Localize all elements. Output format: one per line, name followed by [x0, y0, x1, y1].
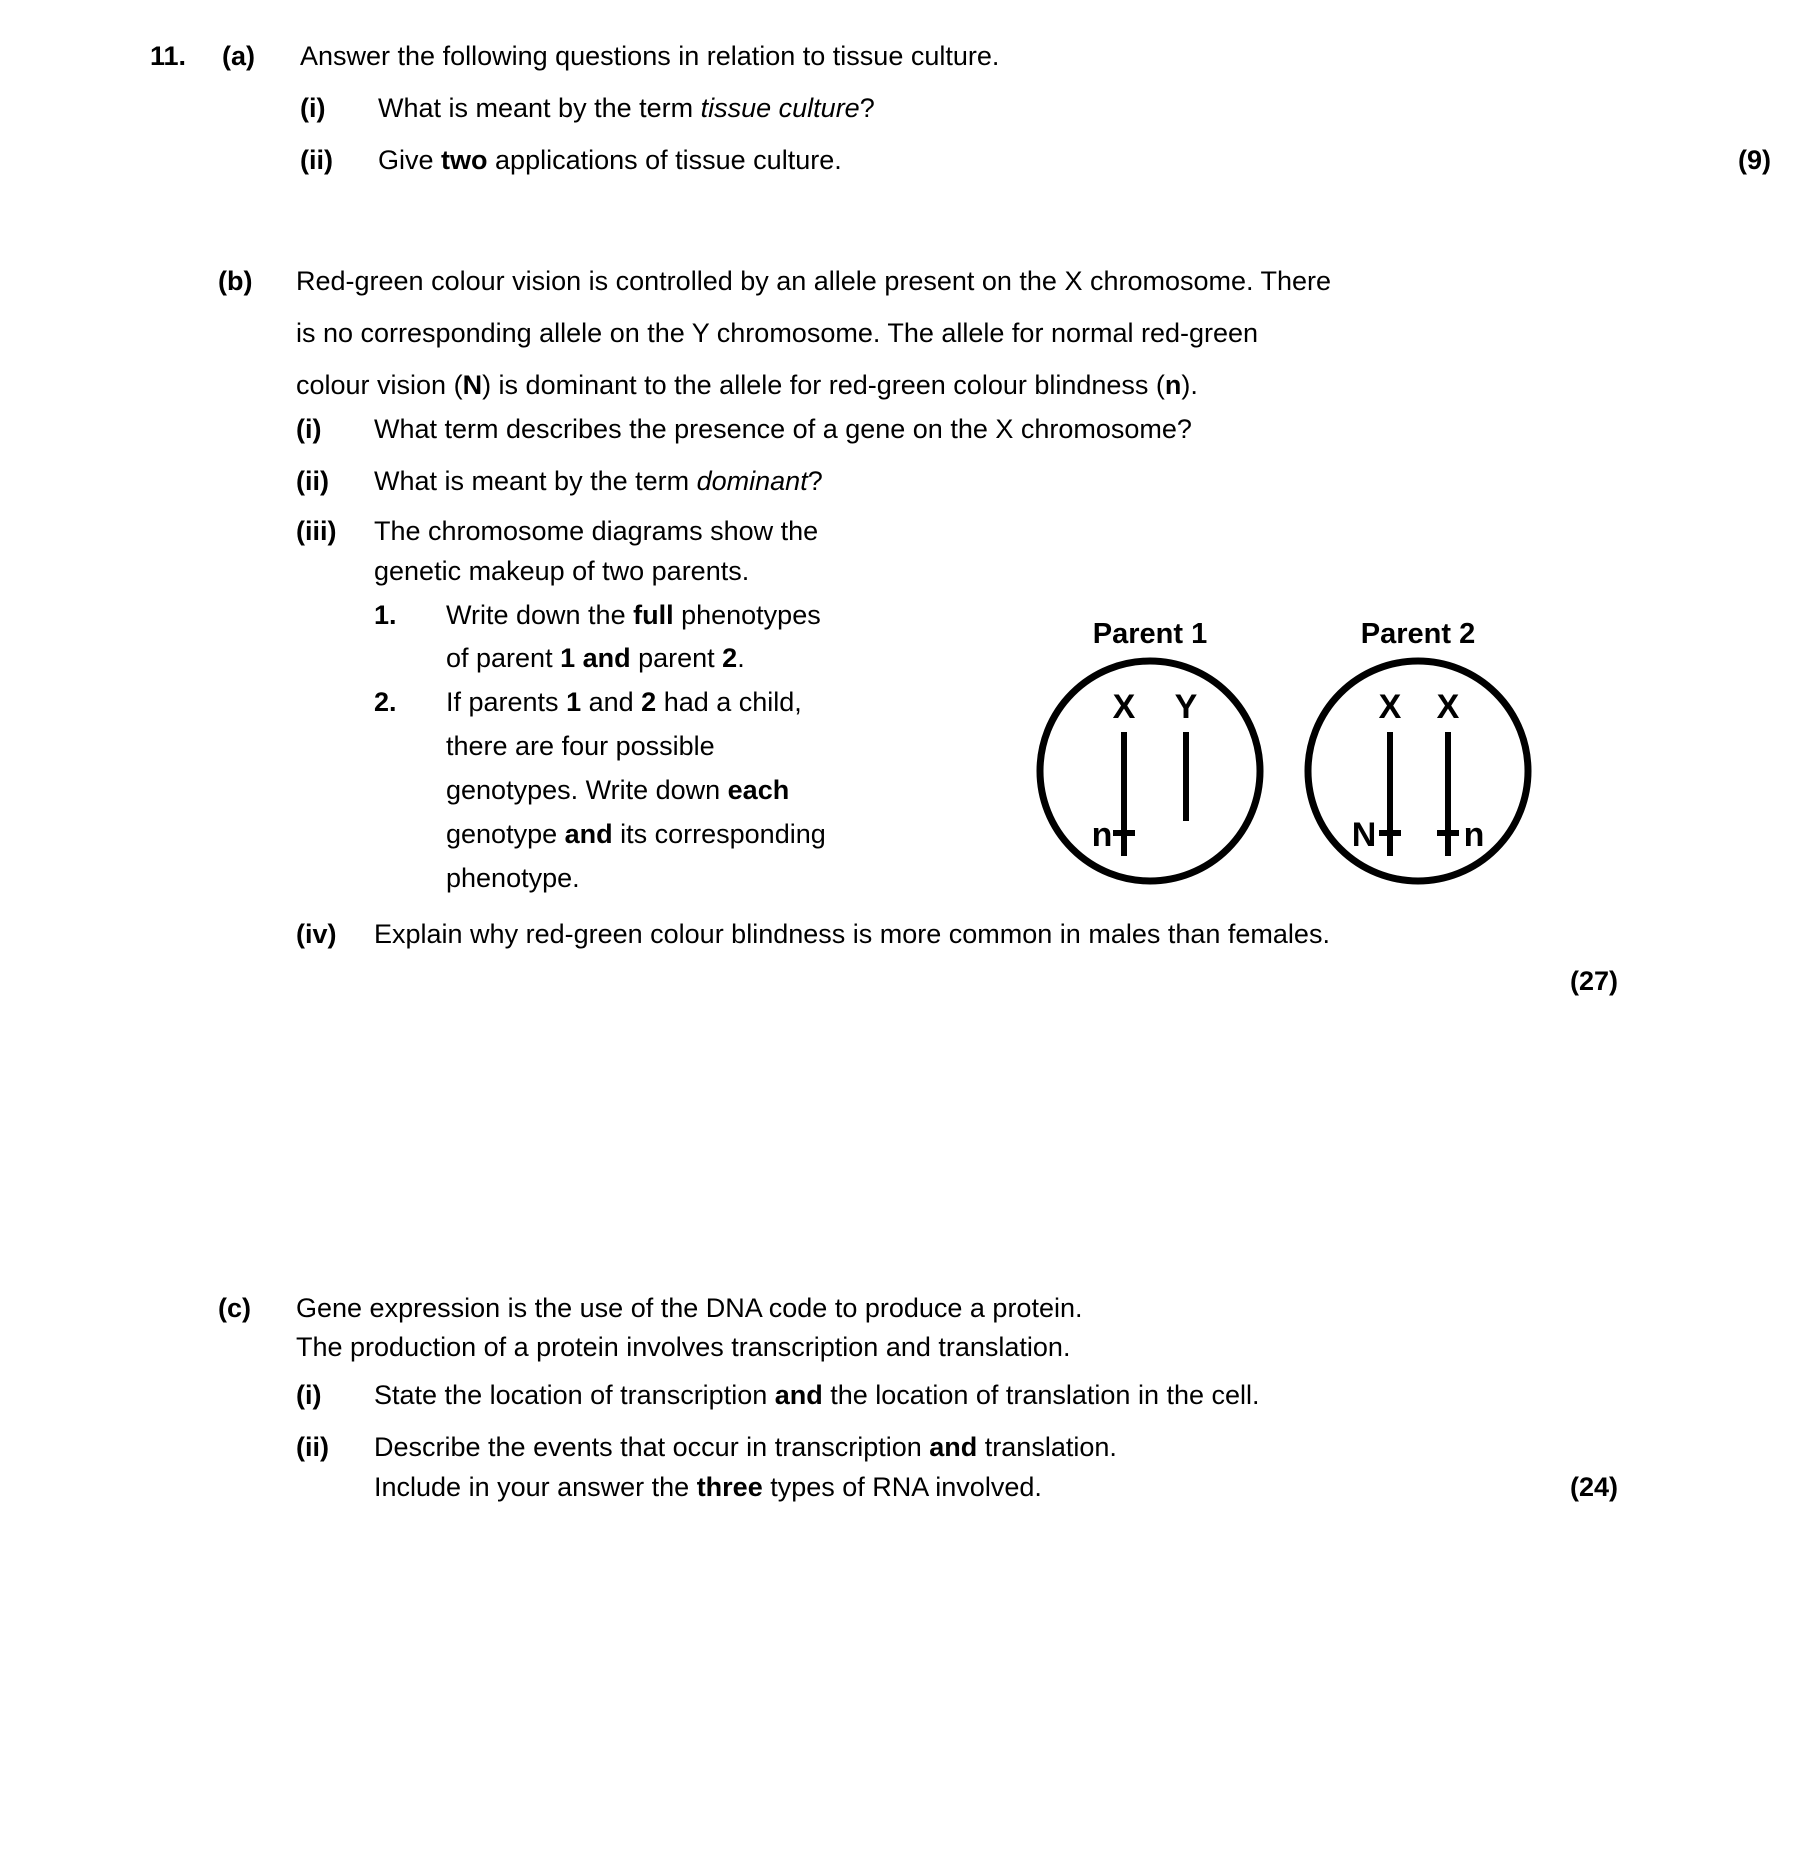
- part-a-item-i-post: ?: [859, 93, 875, 123]
- question-number: 11.: [150, 41, 187, 71]
- part-a-item-i-marker: (i): [300, 93, 326, 123]
- sub-2-l1-p2: and: [581, 687, 642, 717]
- part-b-item-i-row: [296, 403, 1770, 455]
- part-c-item-i-bold: and: [774, 1380, 823, 1410]
- sub-2-l1-b1: 1: [566, 687, 582, 717]
- sub-1-l2-b1: 1 and: [560, 643, 631, 673]
- part-b-stem-row-1: [218, 255, 1770, 307]
- part-b-item-ii-pre: What is meant by the term: [374, 466, 697, 496]
- parent-1-chromosome-1-allele: n: [1091, 816, 1113, 854]
- part-b-iii-sub-2-line-2: there are four possible: [446, 731, 715, 761]
- chromosome-diagrams: [1040, 618, 1640, 918]
- part-a-item-ii-post: applications of tissue culture.: [487, 145, 842, 175]
- part-b-marker: (b): [218, 266, 253, 296]
- part-b-iii-sub-1-marker: 1.: [374, 600, 397, 630]
- sub-1-l1-p2: phenotypes: [673, 600, 821, 630]
- part-b-stem-line-3-p2: ) is dominant to the allele for red-green colour blindness (: [482, 370, 1165, 400]
- part-c-item-ii-l2-post: types of RNA involved.: [762, 1472, 1042, 1502]
- part-c-item-i-text: [374, 1369, 1260, 1421]
- part-b-stem-line-3-p3: ).: [1181, 370, 1198, 400]
- parent-2-label: Parent 2: [1360, 618, 1476, 650]
- part-b-item-iii-line-2: genetic makeup of two parents.: [374, 556, 750, 586]
- part-b-item-ii-text: [374, 455, 823, 507]
- part-b-iii-sub-2-marker: 2.: [374, 687, 397, 717]
- sub-2-l3-p1: genotypes. Write down: [446, 775, 728, 805]
- parent-2-chromosome-2-label: X: [1436, 688, 1460, 726]
- part-b-iii-sub-2-line-5: phenotype.: [446, 863, 580, 893]
- sub-2-l4-b1: and: [564, 819, 613, 849]
- parent-1-cell-diagram: [1030, 656, 1270, 886]
- sub-1-l1-b1: full: [633, 600, 674, 630]
- part-a-item-ii-row: [300, 134, 1770, 186]
- part-b-item-ii-marker: (ii): [296, 466, 329, 496]
- part-b-item-i-marker: (i): [296, 414, 322, 444]
- part-a-marks: (9): [1738, 145, 1771, 175]
- sub-2-l3-b1: each: [727, 775, 790, 805]
- sub-2-l1-b2: 2: [641, 687, 657, 717]
- parent-2-cell-membrane: [1308, 661, 1528, 881]
- sub-1-l2-p1: of parent: [446, 643, 561, 673]
- part-b-item-iv-text: Explain why red-green colour blindness is more common in males than females.: [374, 919, 1330, 949]
- part-b-item-iii-line-1: The chromosome diagrams show the: [374, 516, 819, 546]
- part-c-marks: (24): [1570, 1472, 1619, 1502]
- part-a-item-ii-text: [378, 134, 842, 186]
- part-b-item-ii-row: [296, 455, 1770, 507]
- part-c-item-i-marker: (i): [296, 1380, 322, 1410]
- part-c-item-ii-l1-post: translation.: [977, 1432, 1117, 1462]
- parent-2-cell-diagram: [1298, 656, 1538, 886]
- part-c-item-ii-l1-pre: Describe the events that occur in transcription: [374, 1432, 930, 1462]
- part-a-item-ii-marker: (ii): [300, 145, 333, 175]
- part-c-stem-line-1: Gene expression is the use of the DNA code to produce a protein.: [296, 1293, 1083, 1323]
- part-c-marker: (c): [218, 1293, 251, 1323]
- part-c-item-ii-marker: (ii): [296, 1432, 329, 1462]
- part-a-item-i-text: [378, 82, 875, 134]
- parent-2-chromosome-1-label: X: [1378, 688, 1402, 726]
- part-a-item-ii-pre: Give: [378, 145, 442, 175]
- part-b-item-iv-marker: (iv): [296, 919, 337, 949]
- sub-2-l1-p1: If parents: [446, 687, 567, 717]
- parent-1-cell-membrane: [1040, 661, 1260, 881]
- part-a-item-i-row: [300, 82, 1770, 134]
- part-c-item-ii-l1-bold: and: [929, 1432, 978, 1462]
- part-b-item-iii-marker: (iii): [296, 516, 337, 546]
- part-a-item-i-italic: tissue culture: [700, 93, 860, 123]
- part-b-item-ii-post: ?: [807, 466, 823, 496]
- part-c-item-i-row: [296, 1369, 1770, 1421]
- sub-2-l4-p2: its corresponding: [612, 819, 826, 849]
- parent-1-chromosome-2-label: Y: [1174, 688, 1198, 726]
- part-a-stem: Answer the following questions in relation to tissue culture.: [300, 41, 1000, 71]
- part-a-item-ii-bold: two: [441, 145, 488, 175]
- parent-1-label: Parent 1: [1092, 618, 1208, 650]
- part-b-item-ii-italic: dominant: [696, 466, 808, 496]
- parent-2-chromosome-2-allele: n: [1463, 816, 1485, 854]
- sub-2-l4-p1: genotype: [446, 819, 565, 849]
- sub-1-l2-p3: .: [737, 643, 745, 673]
- part-b-item-i-text: What term describes the presence of a gene on the X chromosome?: [374, 414, 1192, 444]
- part-c-stem-line-2: The production of a protein involves transcription and translation.: [296, 1332, 1071, 1362]
- part-b-stem-line-3-p1: colour vision (: [296, 370, 463, 400]
- allele-symbol-recessive: n: [1164, 370, 1182, 400]
- sub-1-l2-b2: 2: [722, 643, 738, 673]
- sub-2-l1-p3: had a child,: [656, 687, 802, 717]
- part-b-marks: (27): [1570, 966, 1619, 996]
- allele-symbol-dominant: N: [462, 370, 483, 400]
- part-c-item-ii-l2-bold: three: [696, 1472, 763, 1502]
- part-a-item-i-pre: What is meant by the term: [378, 93, 701, 123]
- sub-1-l2-p2: parent: [630, 643, 723, 673]
- part-b-stem-line-1: Red-green colour vision is controlled by an allele present on the X chromosome. There: [296, 266, 1332, 296]
- part-c-item-i-post: the location of translation in the cell.: [822, 1380, 1260, 1410]
- part-c-item-i-pre: State the location of transcription: [374, 1380, 775, 1410]
- part-c-item-ii-l2-pre: Include in your answer the: [374, 1472, 697, 1502]
- part-b-stem-line-2: is no corresponding allele on the Y chromosome. The allele for normal red-green: [296, 318, 1259, 348]
- part-a-stem-row: [150, 30, 1770, 82]
- parent-2-chromosome-1-allele: N: [1351, 816, 1377, 854]
- part-c-item-ii-line-2: [374, 1461, 1674, 1513]
- sub-1-l1-p1: Write down the: [446, 600, 634, 630]
- parent-1-chromosome-1-label: X: [1112, 688, 1136, 726]
- part-a-marker: (a): [222, 41, 255, 71]
